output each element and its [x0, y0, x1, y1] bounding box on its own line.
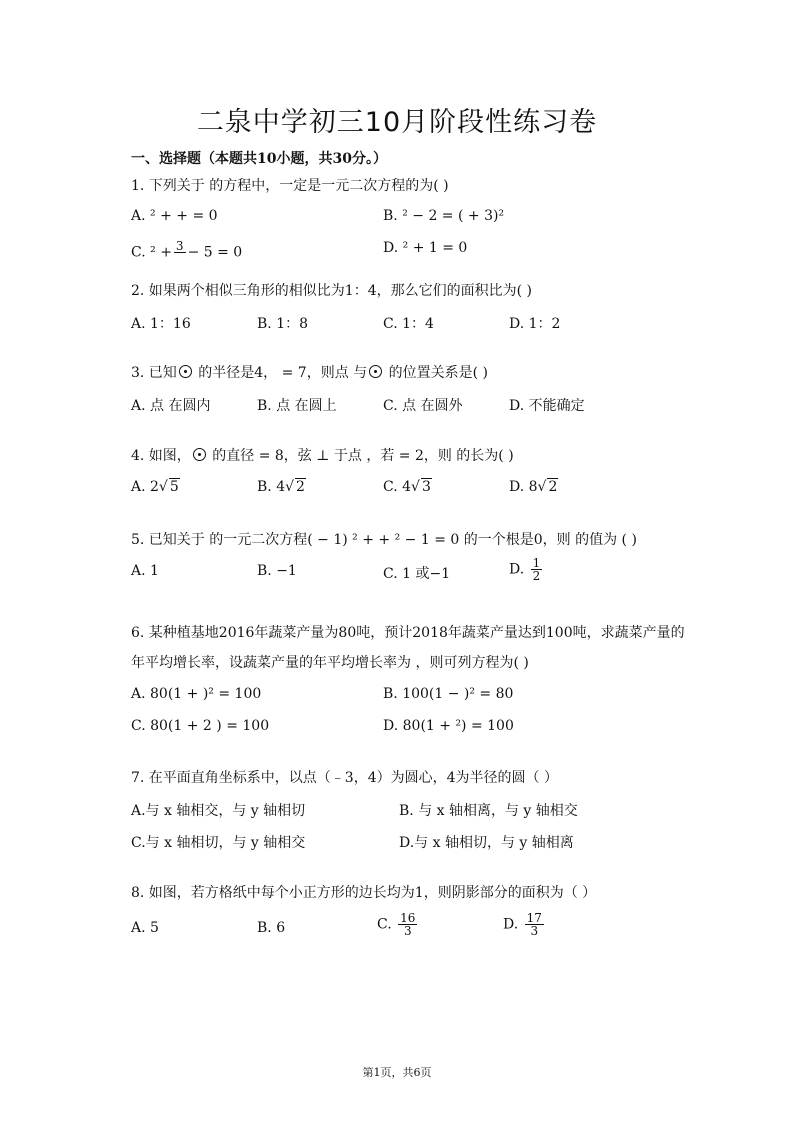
question-1-options-row-1: [131, 208, 731, 232]
q7-option-a[interactable]: A.与 x 轴相交，与 y 轴相切: [131, 803, 306, 819]
circle-dot-icon: [179, 365, 192, 378]
fraction: 3: [175, 239, 184, 253]
question-6-stem: 6. 某种植基地2016年蔬菜产量为80吨，预计2018年蔬菜产量达到100吨，求蔬菜产量的年平均增长率，设蔬菜产量的年平均增长率为 ，则可列方程为( ): [131, 625, 685, 671]
circle-dot-icon: [369, 365, 382, 378]
question-5-stem: 5. 已知关于 的一元二次方程( − 1) ² + + ² − 1 = 0 的一个根是0，则 的值为 ( ): [131, 532, 637, 548]
question-4-options: [131, 479, 731, 503]
question-7-options-row-1: [131, 800, 731, 824]
q5-option-d[interactable]: D. $\frac{1}{2}$: [509, 556, 541, 583]
question-6-options-row-2: [131, 718, 731, 742]
section-heading: 一、选择题（本题共10小题，共30分。）: [131, 151, 387, 167]
q3-option-b[interactable]: B. 点 在圆上: [257, 398, 337, 414]
q2-option-b[interactable]: B. 1：8: [257, 316, 309, 332]
q6-option-d[interactable]: D. 80(1 + ²) = 100: [383, 718, 514, 734]
q7-option-c[interactable]: C.与 x 轴相切，与 y 轴相交: [131, 835, 306, 851]
q5-option-b[interactable]: B. −1: [257, 563, 297, 579]
q2-option-c[interactable]: C. 1：4: [383, 316, 434, 332]
q8-option-c[interactable]: C. $\frac{16}{3}$: [377, 911, 416, 938]
question-8-stem: 8. 如图，若方格纸中每个小正方形的边长均为1，则阴影部分的面积为（ ）: [131, 885, 597, 901]
q6-option-c[interactable]: C. 80(1 + 2 ) = 100: [131, 718, 270, 734]
q6-option-a[interactable]: A. 80(1 + )² = 100: [131, 686, 262, 702]
q2-option-a[interactable]: A. 1：16: [131, 316, 191, 332]
fraction: $\frac{17}{3}$: [526, 911, 542, 938]
q8-option-a[interactable]: A. 5: [131, 920, 159, 936]
page-footer: 第1页，共6页: [362, 1066, 432, 1079]
q1-option-b[interactable]: B. ² − 2 = ( + 3)²: [383, 208, 505, 224]
q1-option-d[interactable]: D. ² + 1 = 0: [383, 240, 468, 256]
question-1-options-row-2: [131, 240, 731, 264]
q4-option-b[interactable]: B. 4√ 2: [257, 479, 305, 495]
question-5-options: [131, 556, 731, 587]
q3-option-c[interactable]: C. 点 在圆外: [383, 398, 463, 414]
q1-option-c[interactable]: C. ² + 3 − 5 = 0: [131, 240, 242, 265]
question-8-options: [131, 911, 731, 944]
question-1-stem: 1. 下列关于 的方程中，一定是一元二次方程的为( ): [131, 178, 449, 194]
page-title: 二泉中学初三10月阶段性练习卷: [196, 107, 598, 138]
q7-option-d[interactable]: D.与 x 轴相切，与 y 轴相离: [399, 835, 574, 851]
q4-option-c[interactable]: C. 4√ 3: [383, 479, 431, 495]
q3-option-a[interactable]: A. 点 在圆内: [131, 398, 211, 414]
q5-option-a[interactable]: A. 1: [131, 563, 159, 579]
q8-option-d[interactable]: D. $\frac{17}{3}$: [503, 911, 542, 938]
question-6-options-row-1: [131, 686, 731, 710]
question-7-options-row-2: [131, 832, 731, 856]
question-2-options: [131, 313, 731, 337]
question-3-options: [131, 395, 731, 419]
question-7-stem: 7. 在平面直角坐标系中，以点（﹣3，4）为圆心，4为半径的圆（ ）: [131, 770, 558, 786]
q2-option-d[interactable]: D. 1：2: [509, 316, 561, 332]
question-3-stem: 3. 已知 的半径是4， = 7，则点 与 的位置关系是( ): [131, 365, 488, 381]
q3-option-d[interactable]: D. 不能确定: [509, 398, 585, 414]
q7-option-b[interactable]: B. 与 x 轴相离，与 y 轴相交: [399, 803, 578, 819]
q4-option-d[interactable]: D. 8√ 2: [509, 479, 558, 495]
q1-option-a[interactable]: A. ² + + = 0: [131, 208, 218, 224]
circle-dot-icon: [193, 448, 206, 461]
fraction: $\frac{1}{2}$: [532, 556, 541, 583]
q4-option-a[interactable]: A. 2√ 5: [131, 479, 179, 495]
question-4-stem: 4. 如图， 的直径 = 8，弦 ⊥ 于点 ，若 = 2，则 的长为( ): [131, 448, 514, 464]
q5-option-c[interactable]: C. 1 或−1: [383, 566, 451, 582]
question-2-stem: 2. 如果两个相似三角形的相似比为1：4，那么它们的面积比为( ): [131, 283, 532, 299]
q8-option-b[interactable]: B. 6: [257, 920, 286, 936]
q6-option-b[interactable]: B. 100(1 − )² = 80: [383, 686, 514, 702]
fraction: $\frac{16}{3}$: [400, 911, 416, 938]
